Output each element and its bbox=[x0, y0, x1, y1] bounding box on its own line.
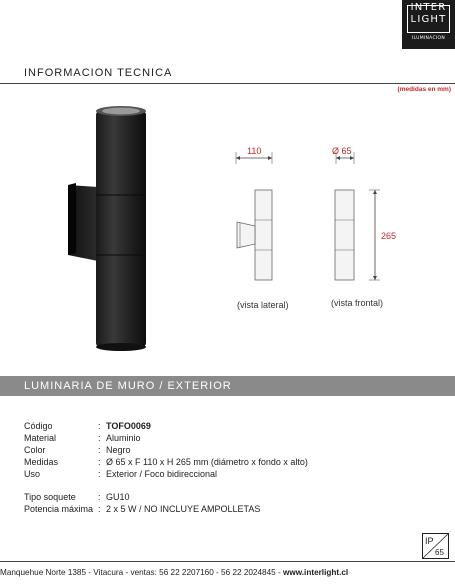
section-title-tech-info: INFORMACION TECNICA bbox=[0, 66, 455, 84]
footer-website-link[interactable]: www.interlight.cl bbox=[282, 568, 349, 577]
front-view-label: (vista frontal) bbox=[331, 298, 384, 308]
spec-separator: : bbox=[98, 469, 101, 479]
footer-contact: Manquehue Norte 1385 - Vitacura - ventas: 56 22 2207160 - 56 22 2024845 - bbox=[0, 568, 283, 577]
spec-separator: : bbox=[98, 421, 101, 431]
spec-label: Uso bbox=[24, 469, 41, 479]
spec-separator: : bbox=[98, 457, 101, 467]
logo-line3: ILUMINACION bbox=[411, 36, 446, 41]
logo-line1: INTER bbox=[410, 2, 447, 13]
footer bbox=[0, 561, 455, 587]
spec-separator: : bbox=[98, 504, 101, 514]
brand-logo bbox=[402, 0, 455, 49]
section-title-category: LUMINARIA DE MURO / EXTERIOR bbox=[0, 376, 455, 396]
spec-value: Negro bbox=[106, 445, 131, 455]
spec-label: Código bbox=[24, 421, 53, 431]
side-view-drawing bbox=[228, 148, 278, 288]
front-view-drawing bbox=[326, 148, 386, 288]
units-note: (medidas en mm) bbox=[397, 86, 451, 93]
height-dimension: 265 bbox=[381, 231, 397, 241]
spec-separator: : bbox=[98, 492, 101, 502]
spec-label: Medidas bbox=[24, 457, 59, 467]
ip-rating-icon bbox=[422, 533, 449, 559]
spec-value: 2 x 5 W / NO INCLUYE AMPOLLETAS bbox=[106, 504, 261, 514]
spec-value: Ø 65 x F 110 x H 265 mm (diámetro x fondo x alto) bbox=[106, 457, 308, 467]
spec-value: TOFO0069 bbox=[106, 421, 151, 431]
spec-value: Exterior / Foco bidireccional bbox=[106, 469, 218, 479]
spec-separator: : bbox=[98, 445, 101, 455]
spec-value: GU10 bbox=[106, 492, 130, 502]
spec-label: Tipo soquete bbox=[24, 492, 76, 502]
spec-label: Material bbox=[24, 433, 57, 443]
spec-value: Aluminio bbox=[106, 433, 141, 443]
side-view-label: (vista lateral) bbox=[237, 300, 289, 310]
spec-label: Color bbox=[24, 445, 46, 455]
product-image bbox=[62, 103, 152, 353]
logo-line2: LIGHT bbox=[410, 14, 447, 25]
width-dimension: 110 bbox=[247, 146, 262, 156]
ip-label: IP bbox=[425, 536, 434, 546]
ip-number: 65 bbox=[435, 548, 444, 557]
spec-label: Potencia máxima bbox=[24, 504, 94, 514]
spec-separator: : bbox=[98, 433, 101, 443]
diameter-dimension: Ø 65 bbox=[332, 146, 352, 156]
